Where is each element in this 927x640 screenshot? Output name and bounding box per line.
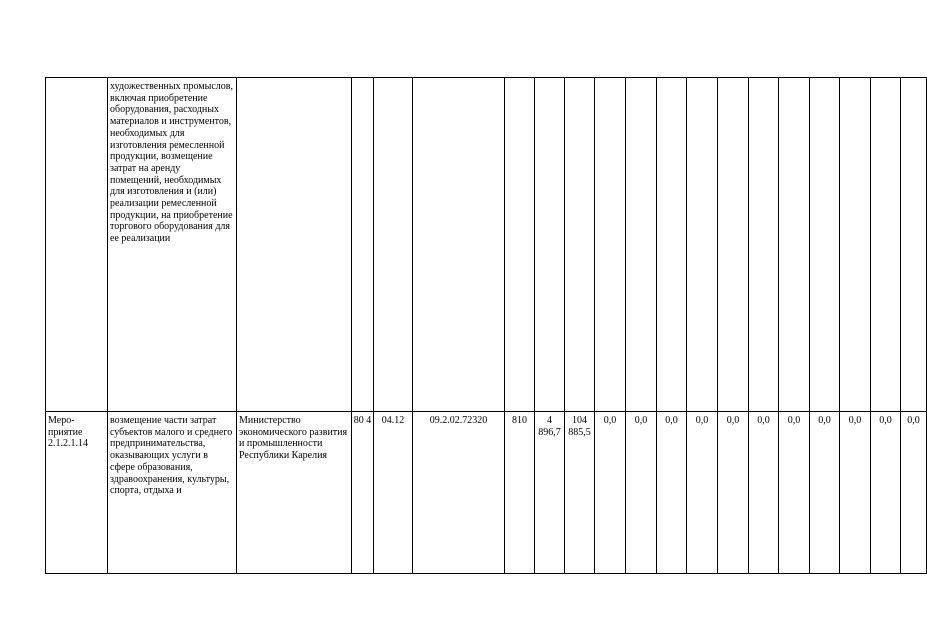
table-cell: 0,0	[871, 412, 901, 574]
table-cell	[535, 78, 565, 412]
table-cell: 0,0	[840, 412, 871, 574]
budget-table	[45, 77, 927, 574]
table-cell	[901, 78, 927, 412]
table-cell: 0,0	[718, 412, 749, 574]
table-cell	[352, 78, 374, 412]
table-cell	[413, 78, 505, 412]
table-cell: 104 885,5	[565, 412, 595, 574]
table-cell: художественных промыслов, включая приобретение оборудования, расходных материалов и инструментов, необходимых для изготовления ремесленной продукции, возмещение затрат на аренду помещений, необходимых для изготовления и (или) реализации ремесленной продукции, на приобретение торгового оборудования для ее реализации	[108, 78, 237, 412]
table-cell: 4 896,7	[535, 412, 565, 574]
table-cell: 810	[505, 412, 535, 574]
table-cell	[687, 78, 718, 412]
table-cell: 0,0	[749, 412, 779, 574]
table-cell: 80 4	[352, 412, 374, 574]
table-cell	[46, 78, 108, 412]
table-cell	[505, 78, 535, 412]
table-row	[46, 412, 927, 574]
table-cell	[810, 78, 840, 412]
table-cell	[718, 78, 749, 412]
table-cell: 0,0	[901, 412, 927, 574]
table-cell	[626, 78, 657, 412]
table-cell: 0,0	[810, 412, 840, 574]
table-cell	[840, 78, 871, 412]
table-row	[46, 78, 927, 412]
table-cell	[374, 78, 413, 412]
table-cell: 0,0	[779, 412, 810, 574]
table-cell	[657, 78, 687, 412]
table-cell	[871, 78, 901, 412]
table-cell: 0,0	[595, 412, 626, 574]
table-cell: возмещение части затрат субъектов малого и среднего предпринимательства, оказывающих услуги в сфере образования, здравоохранения, культуры, спорта, отдыха и	[108, 412, 237, 574]
table-cell: 0,0	[687, 412, 718, 574]
table-cell: 09.2.02.72320	[413, 412, 505, 574]
table-cell: Меро-приятие 2.1.2.1.14	[46, 412, 108, 574]
table-cell: Министерство экономического развития и промышленности Республики Карелия	[237, 412, 352, 574]
table-cell: 0,0	[626, 412, 657, 574]
table-cell	[565, 78, 595, 412]
table-cell	[779, 78, 810, 412]
table-cell	[237, 78, 352, 412]
table-cell	[749, 78, 779, 412]
table-cell	[595, 78, 626, 412]
table-cell: 0,0	[657, 412, 687, 574]
table-cell: 04.12	[374, 412, 413, 574]
